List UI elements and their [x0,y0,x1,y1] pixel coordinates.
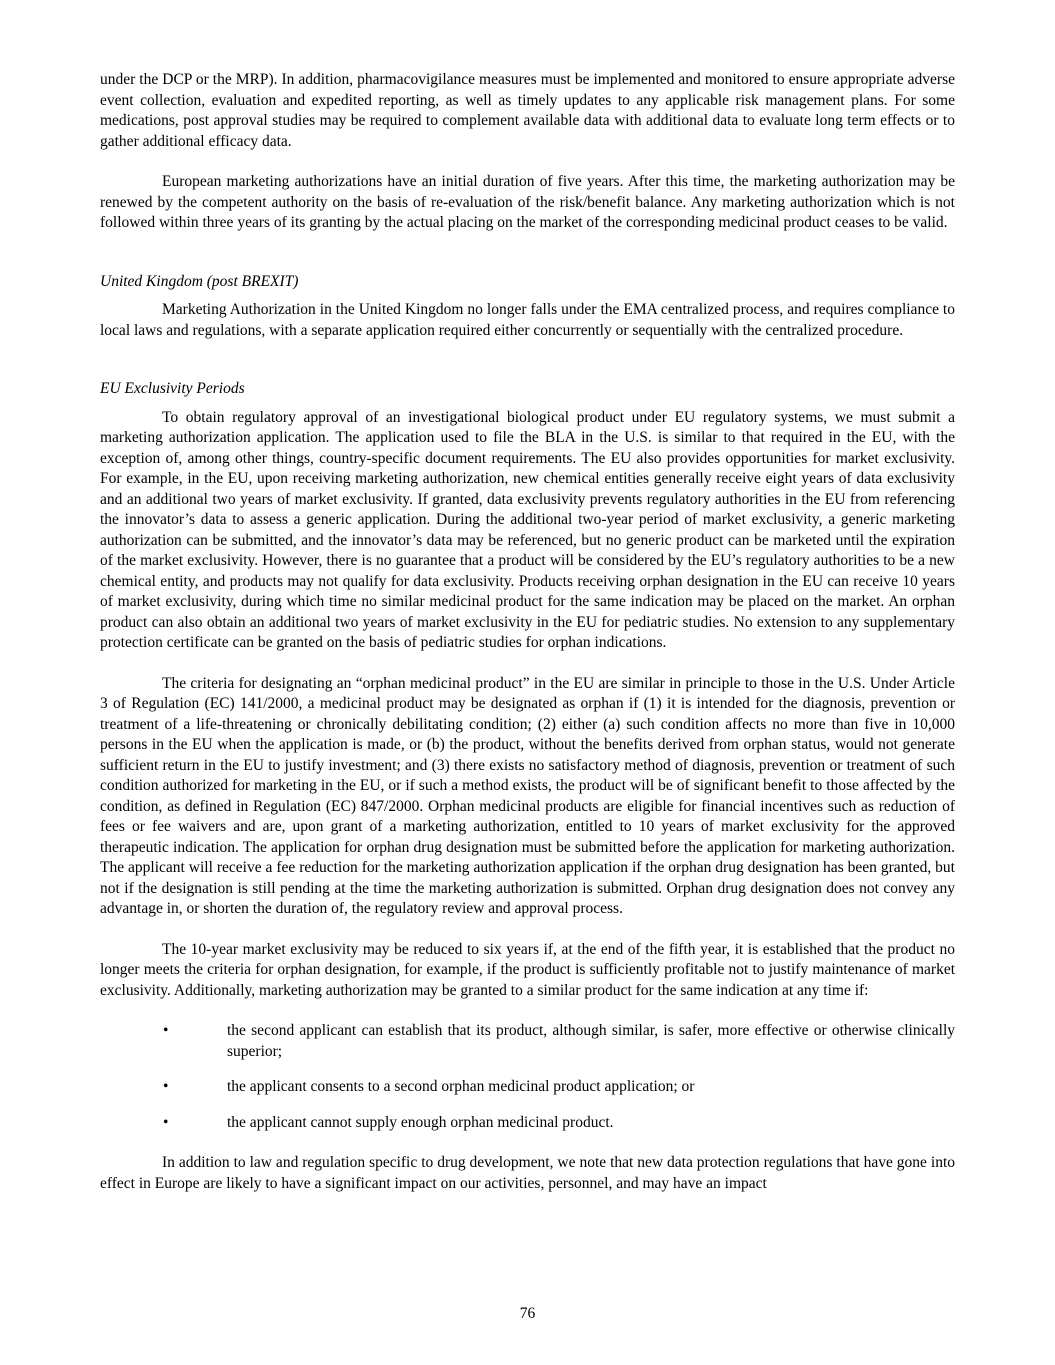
paragraph-data-protection: In addition to law and regulation specific to drug development, we note that new data protection regulations that have gone into effect in Europe are likely to have a significant impact on our activities, personnel, and may have an impact [100,1154,955,1192]
heading-eu-exclusivity-periods: EU Exclusivity Periods [100,380,245,397]
bullet-text-applicant-consents: the applicant consents to a second orphan medicinal product application; or [227,1078,695,1095]
paragraph-pharmacovigilance: under the DCP or the MRP). In addition, pharmacovigilance measures must be implemented and monitored to ensure appropriate adverse event collection, evaluation and expedited reporting, as well as timely updates to any applicable risk management plans. For some medications, post approval studies may be required to complement available data with additional data to evaluate long term effects or to gather additional efficacy data. [100,71,955,150]
bullet-text-clinically-superior: the second applicant can establish that its product, although similar, is safer, more effective or otherwise clinically superior; [227,1022,955,1060]
list-item [100,1077,955,1098]
paragraph-exclusivity-reduction: The 10-year market exclusivity may be reduced to six years if, at the end of the fifth year, it is established that the product no longer meets the criteria for orphan designation, for example, if the product is sufficiently profitable not to justify maintenance of market exclusivity. Additionally, marketing authorization may be granted to a similar product for the same indication at any time if: [100,940,955,999]
list-item [100,1021,955,1062]
bullet-list [100,1021,955,1133]
bullet-icon: • [163,1022,169,1039]
list-item [100,1113,955,1134]
page-number: 76 [519,1305,536,1322]
bullet-text-cannot-supply: the applicant cannot supply enough orphan medicinal product. [227,1113,614,1131]
paragraph-uk-authorization: Marketing Authorization in the United Kingdom no longer falls under the EMA centralized process, and requires compliance to local laws and regulations, with a separate application required either concurrently or sequentially with the centralized procedure. [100,301,955,339]
paragraph-orphan-criteria: The criteria for designating an “orphan medicinal product” in the EU are similar in principle to those in the U.S. Under Article 3 of Regulation (EC) 141/2000, a medicinal product may be designated as orphan if (1) it is intended for the diagnosis, prevention or treatment of a life-threatening or chronically debilitating condition; (2) either (a) such condition affects no more than five in 10,000 persons in the EU when the application is made, or (b) the product, without the benefits derived from orphan status, would not generate sufficient return in the EU to justify investment; and (3) there exists no satisfactory method of diagnosis, prevention or treatment of such condition authorized for marketing in the EU, or if such a method exists, the product will be of significant benefit to those affected by the condition, as defined in Regulation (EC) 847/2000. Orphan medicinal products are eligible for financial incentives such as reduction of fees or fee waivers and are, upon grant of a marketing authorization, entitled to 10 years of market exclusivity for the approved therapeutic indication. The application for orphan drug designation must be submitted before the application for marketing authorization. The applicant will receive a fee reduction for the marketing authorization application if the orphan drug designation has been granted, but not if the designation is still pending at the time the marketing authorization is submitted. Orphan drug designation does not convey any advantage in, or shorten the duration of, the regulatory review and approval process. [100,674,955,917]
paragraph-eu-exclusivity: To obtain regulatory approval of an investigational biological product under EU regulatory systems, we must submit a marketing authorization application. The application used to file the BLA in the U.S. is similar to that required in the EU, with the exception of, among other things, country-specific document requirements. The EU also provides opportunities for market exclusivity. For example, in the EU, upon receiving marketing authorization, new chemical entities generally receive eight years of data exclusivity and an additional two years of market exclusivity. If granted, data exclusivity prevents regulatory authorities in the EU from referencing the innovator’s data to assess a generic application. During the additional two-year period of market exclusivity, a generic marketing authorization can be submitted, and the innovator’s data may be referenced, but no generic product can be marketed until the expiration of the market exclusivity. However, there is no guarantee that a product will be considered by the EU’s regulatory authorities to be a new chemical entity, and products may not qualify for data exclusivity. Products receiving orphan designation in the EU can receive 10 years of market exclusivity, during which time no similar medicinal product for the same indication may be placed on the market. An orphan product can also obtain an additional two years of market exclusivity in the EU for pediatric studies. No extension to any supplementary protection certificate can be granted on the basis of pediatric studies for orphan indications. [100,408,955,651]
bullet-icon: • [163,1113,169,1131]
paragraph-european-authorizations: European marketing authorizations have an initial duration of five years. After this time, the marketing authorization may be renewed by the competent authority on the basis of re-evaluation of the risk/benefit balance. Any marketing authorization which is not followed within three years of its granting by the actual placing on the market of the corresponding medicinal product ceases to be valid. [100,173,955,231]
heading-united-kingdom: United Kingdom (post BREXIT) [100,272,299,290]
bullet-icon: • [163,1078,169,1095]
